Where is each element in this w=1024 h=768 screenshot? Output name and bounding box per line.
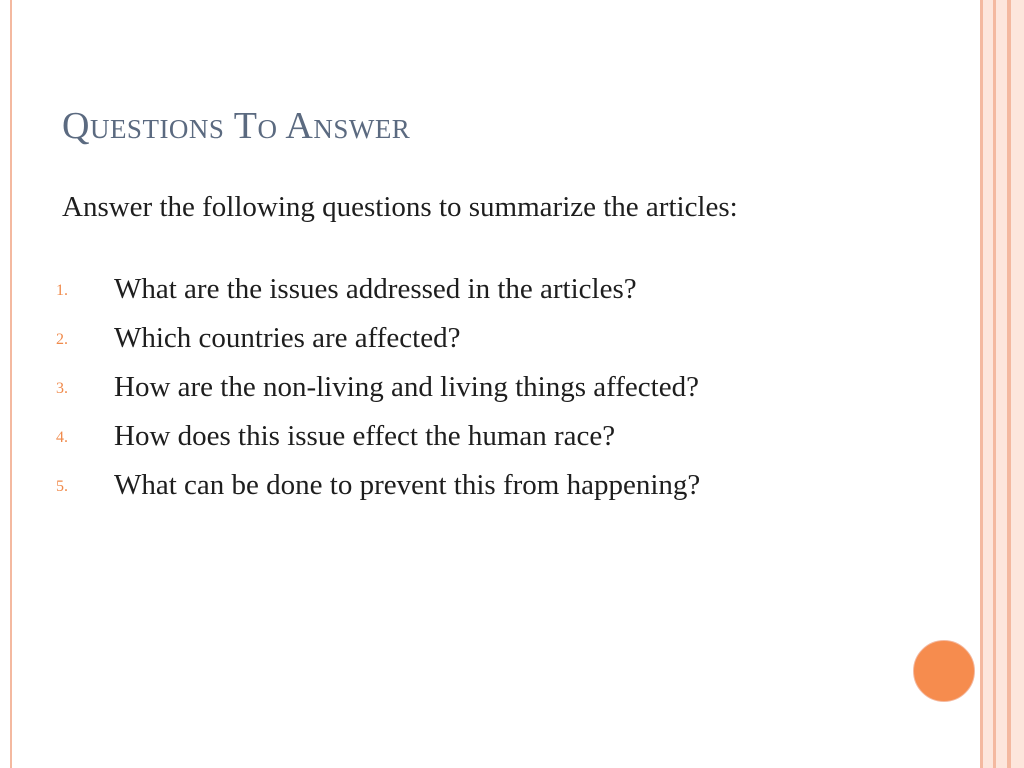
question-text: How are the non-living and living things affected? (114, 371, 699, 403)
question-number: 3. (56, 380, 68, 397)
question-list (56, 269, 862, 505)
question-item (56, 416, 862, 456)
question-item (56, 269, 862, 309)
slide-title: Questions To Answer (62, 105, 411, 147)
accent-circle (913, 640, 975, 702)
question-text: How does this issue effect the human race? (114, 420, 616, 452)
intro-text: Answer the following questions to summarize the articles: (62, 191, 738, 223)
question-item (56, 465, 862, 505)
question-number: 1. (56, 282, 68, 299)
question-number: 2. (56, 331, 68, 348)
frame-stripe (1007, 0, 1011, 768)
question-text: Which countries are affected? (114, 322, 461, 354)
right-frame-border (980, 0, 1024, 768)
left-frame-line (10, 0, 12, 768)
frame-stripe (993, 0, 996, 768)
question-number: 5. (56, 478, 68, 495)
question-item (56, 367, 862, 407)
question-item (56, 318, 862, 358)
slide-body (56, 187, 862, 514)
frame-stripe (980, 0, 983, 768)
question-text: What are the issues addressed in the articles? (114, 273, 637, 305)
question-text: What can be done to prevent this from happening? (114, 469, 701, 501)
question-number: 4. (56, 429, 68, 446)
